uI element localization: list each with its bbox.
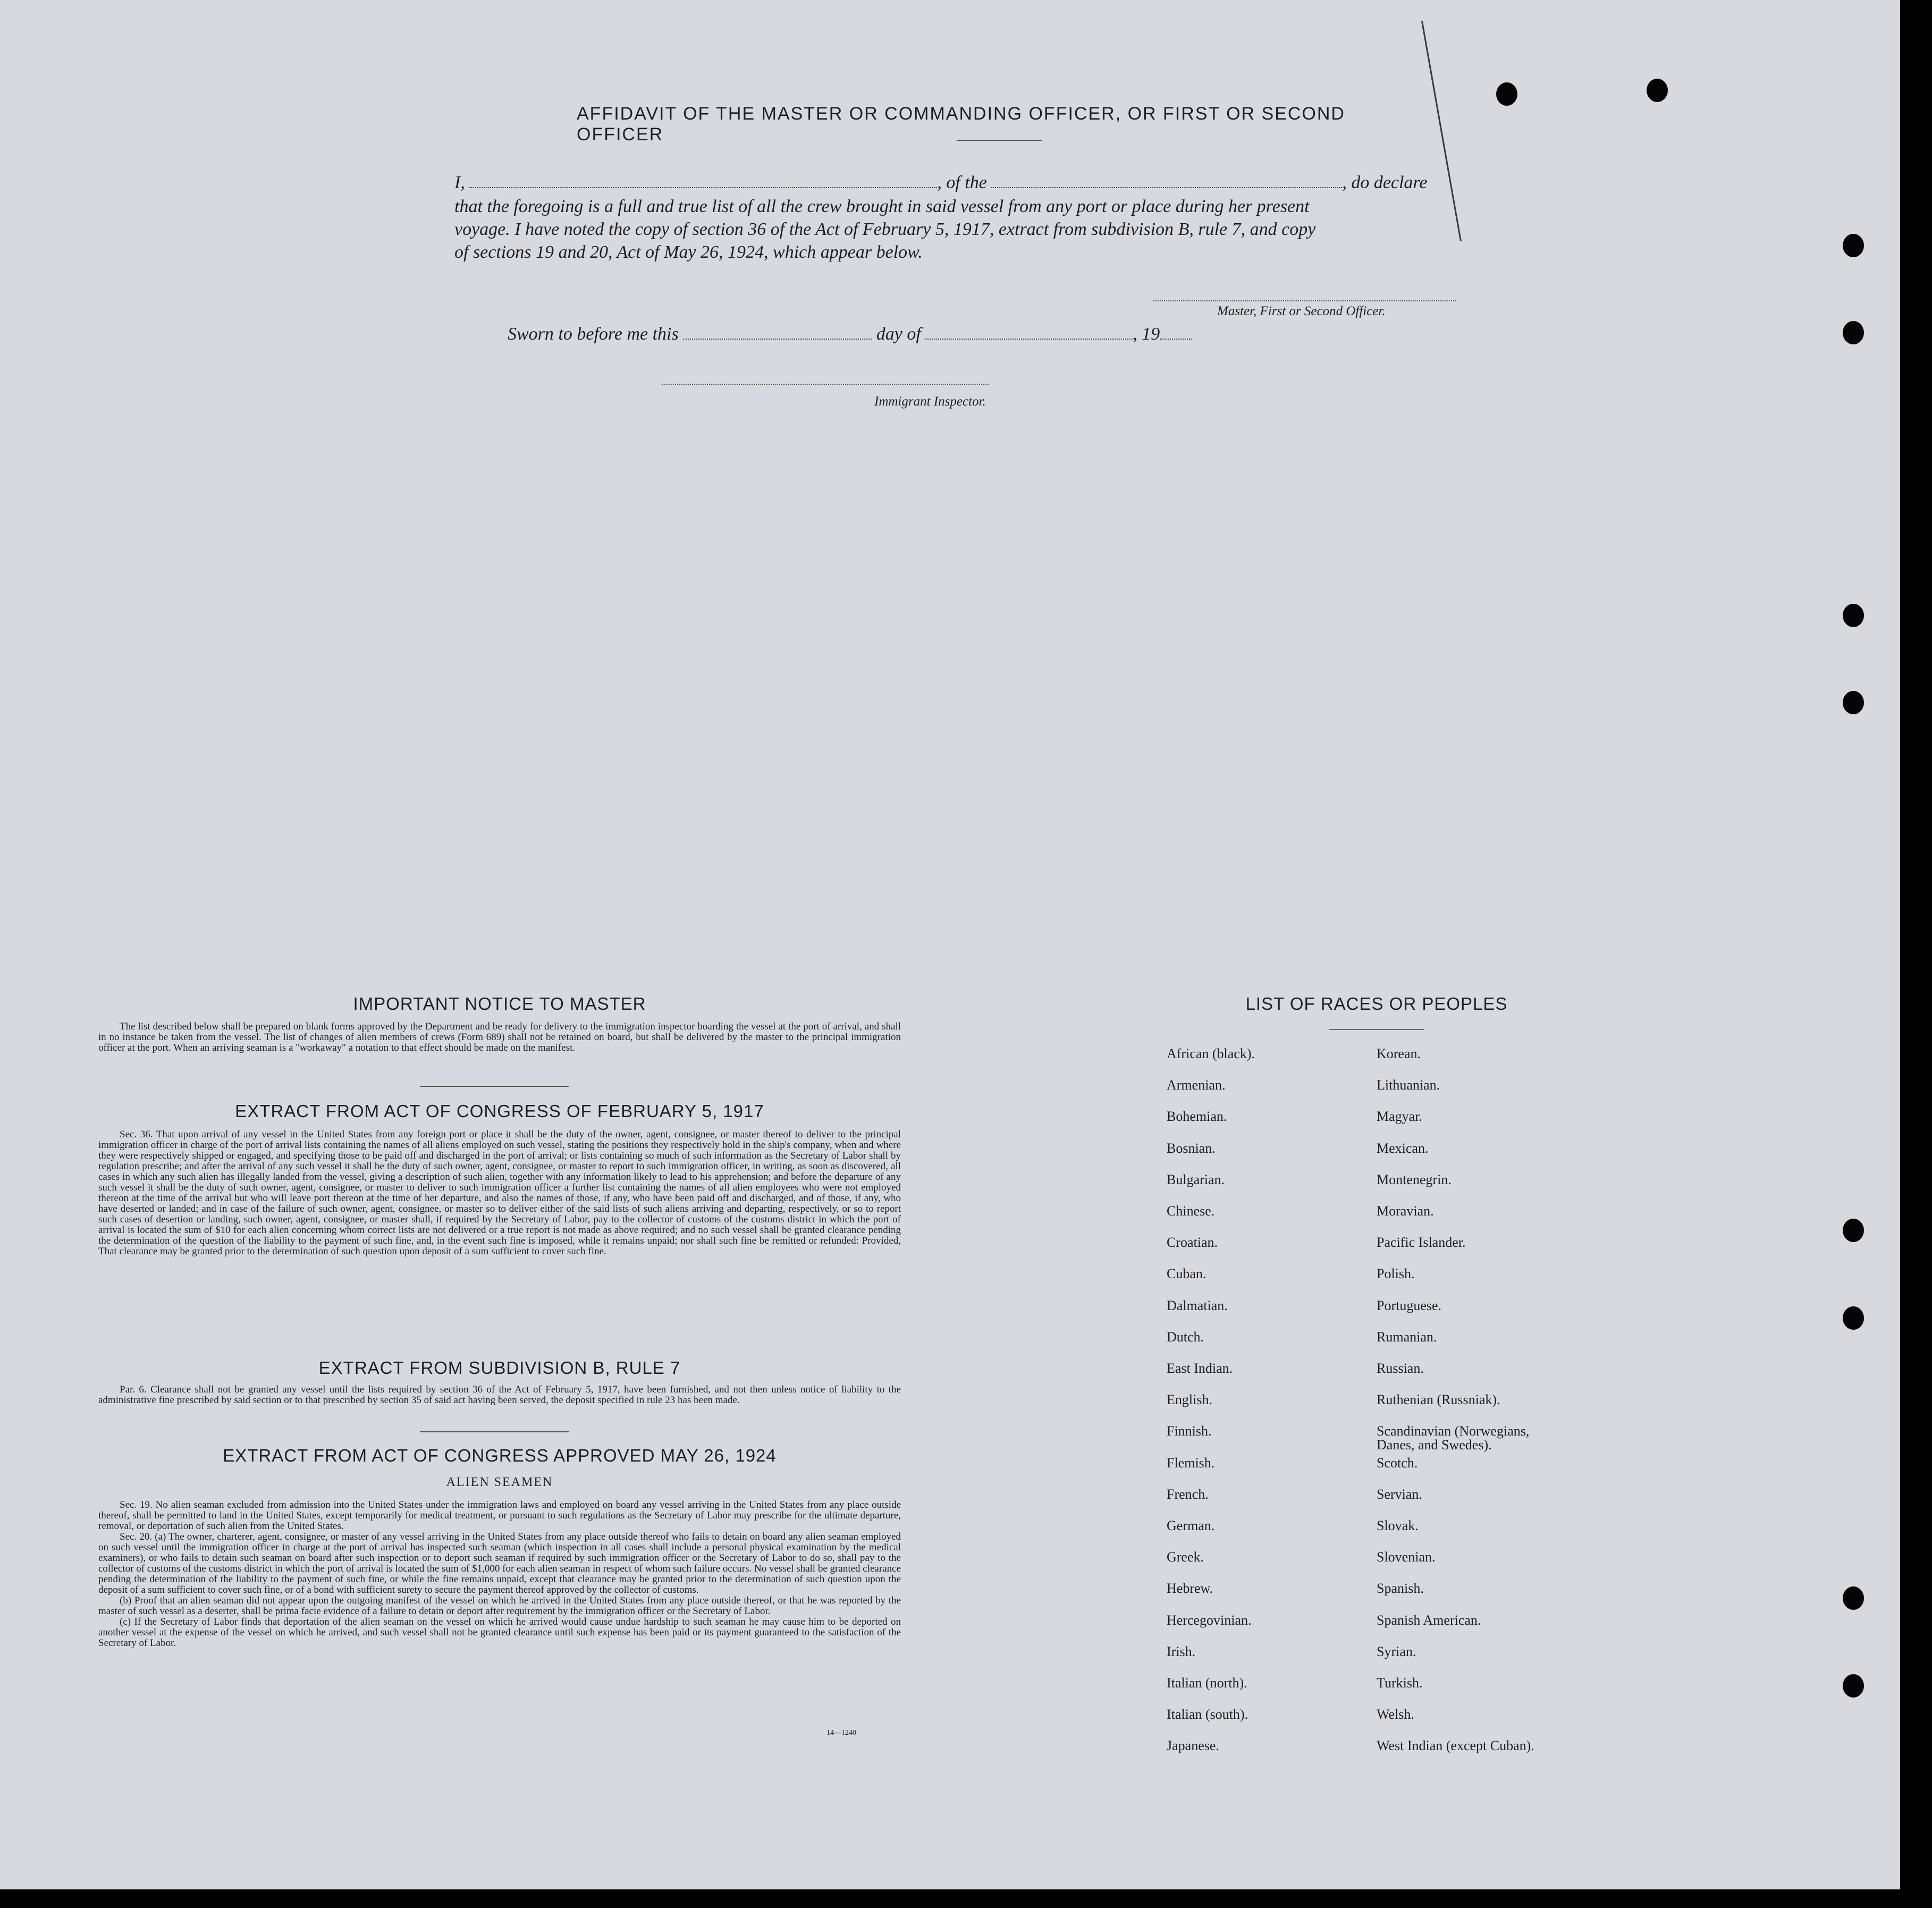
race-item: Chinese. [1167,1203,1215,1219]
race-item: French. [1167,1487,1209,1502]
par-6-paragraph: Par. 6. Clearance shall not be granted any vessel until the lists required by section 36 of the Act of February 5, 1917, have been furnished, and not then unless notice of liability to the administrative fine prescribed by said section or to that prescribed by section 35 of said act having been served, the deposit specified in rule 23 has been made. [98,1384,901,1406]
race-item: Greek. [1167,1549,1204,1565]
affidavit-declaration-line [454,173,1428,193]
race-item: Polish. [1377,1266,1415,1281]
race-item: Spanish. [1377,1581,1424,1596]
race-item: Ruthenian (Russniak). [1377,1392,1500,1407]
affidavit-line-4: of sections 19 and 20, Act of May 26, 1924, which appear below. [454,242,923,262]
punch-hole [1843,234,1864,257]
punch-hole [1496,82,1517,106]
race-item: Lithuanian. [1377,1077,1440,1093]
sworn-line [508,324,1192,344]
punch-hole [1843,691,1864,714]
race-item: Bulgarian. [1167,1172,1225,1187]
sworn-month-field[interactable] [925,338,1133,340]
race-item: Magyar. [1377,1109,1422,1124]
race-item: Dalmatian. [1167,1298,1228,1313]
sec-36-paragraph: Sec. 36. That upon arrival of any vessel in the United States from any foreign port or place it shall be the duty of the owner, agent, consignee, or master thereof to deliver to the principal immigration officer in charge of the port of arrival lists containing the names of all aliens employed on such vessel, stating the positions they respectively hold in the ship's company, when and where they were respectively shipped or engaged, and specifying those to be paid off and discharged in the port of arrival; or lists containing so much of such information as the Secretary of Labor shall by regulation prescribe; and after the arrival of any such vessel it shall be the duty of such owner, agent, consignee, or master to report to such immigration officer, in writing, as soon as discovered, all cases in which any such alien has illegally landed from the vessel, giving a description of such alien, together with any information likely to lead to his apprehension; and before the departure of any such vessel it shall be the duty of such owner, agent, consignee, or master to deliver to such immigration officer a further list containing the names of all alien employees who were not employed thereon at the time of the arrival but who will leave port thereon at the time of her departure, and also the names of those, if any, who have been paid off and discharged, and of those, if any, who have deserted or landed; and in case of the failure of such owner, agent, consignee, or master so to deliver either of the said lists of such aliens arriving and departing, respectively, or so to report such cases of desertion or landing, such owner, agent, consignee, or master shall, if required by the Secretary of Labor, pay to the collector of customs of the customs district in which the port of arrival is located the sum of $10 for each alien concerning whom correct lists are not delivered or a true report is not made as above required; and no such vessel shall be granted clearance pending the determination of the question of the liability to the payment of such fine, and, in the event such fine is imposed, while it remains unpaid; nor shall such fine be remitted or refunded: Provided, That clearance may be granted prior to the determination of such question upon deposit of a sum sufficient to cover such fine. [98,1129,901,1257]
sworn-day-field[interactable] [683,338,872,340]
race-item: Hebrew. [1167,1581,1213,1596]
title-divider [957,140,1042,141]
sec-20b-paragraph: (b) Proof that an alien seaman did not appear upon the outgoing manifest of the vessel on which he arrived in the United States from any place outside thereof, or that he was reported by the master of such vessel as a deserter, shall be prima facie evidence of a failure to detain or deport after requirement by the immigration officer or the Secretary of Labor. [98,1595,901,1617]
punch-hole [1843,1586,1864,1610]
race-item: English. [1167,1392,1212,1407]
race-item: Pacific Islander. [1377,1235,1466,1250]
sec-20c-paragraph: (c) If the Secretary of Labor finds that deportation of the alien seaman on the vessel on which he arrived would cause undue hardship to such seaman he may cause him to be deported on another vessel at the expense of the vessel on which he arrived, and such vessel shall not be granted clearance until such expense has been paid or its payment guaranteed to the satisfaction of the Secretary of Labor. [98,1616,901,1649]
race-item: Spanish American. [1377,1612,1481,1628]
master-signature-label: Master, First or Second Officer. [1217,304,1386,318]
affidavit-line-2: that the foregoing is a full and true list of all the crew brought in said vessel from any port or place during her present [454,197,1310,216]
race-item: Korean. [1377,1046,1421,1061]
extract-1917-text [98,1129,901,1257]
extract-1924-text [98,1500,901,1649]
race-item: Japanese. [1167,1738,1219,1753]
vessel-label: , of the [937,173,987,192]
declarant-name-field[interactable] [469,187,937,188]
form-number: 14—1240 [826,1729,856,1737]
inspector-signature-field[interactable] [662,384,989,385]
punch-hole [1843,604,1864,627]
extract-1924-title: EXTRACT FROM ACT OF CONGRESS APPROVED MAY 26, 1924 [223,1446,777,1465]
race-item: East Indian. [1167,1361,1233,1376]
extract-1917-title: EXTRACT FROM ACT OF CONGRESS OF FEBRUARY 5, 1917 [235,1101,764,1121]
punch-hole [1843,1306,1864,1330]
punch-hole [1843,1674,1864,1698]
race-item: Scotch. [1377,1455,1418,1471]
race-item: Italian (north). [1167,1675,1247,1691]
inspector-signature-label: Immigrant Inspector. [874,394,986,409]
punch-hole [1843,321,1864,344]
punch-hole [1647,79,1668,102]
year-label: , 19 [1133,324,1160,344]
race-item: Moravian. [1377,1203,1434,1219]
race-item: Slovenian. [1377,1549,1436,1565]
alien-seamen-heading: ALIEN SEAMEN [446,1475,553,1489]
race-item: African (black). [1167,1046,1255,1061]
affidavit-line-3: voyage. I have noted the copy of section 36 of the Act of February 5, 1917, extract from subdivision B, rule 7, and copy [454,219,1316,239]
race-item: Servian. [1377,1487,1422,1502]
declare-label: , do declare [1342,173,1428,192]
race-item: Russian. [1377,1361,1424,1376]
races-title: LIST OF RACES OR PEOPLES [1245,994,1508,1014]
affidavit-title: AFFIDAVIT OF THE MASTER OR COMMANDING OFFICER, OR FIRST OR SECOND OFFICER [577,104,1345,145]
sworn-year-field[interactable] [1160,338,1192,340]
race-item: Montenegrin. [1377,1172,1452,1187]
race-item: German. [1167,1518,1215,1533]
vessel-name-field[interactable] [991,187,1342,188]
sworn-label: Sworn to before me this [508,324,679,344]
rule-7-text [98,1384,901,1406]
notice-text [98,1021,901,1053]
race-item: Syrian. [1377,1644,1416,1659]
rule-7-title: EXTRACT FROM SUBDIVISION B, RULE 7 [318,1358,681,1378]
notice-title: IMPORTANT NOTICE TO MASTER [353,994,646,1014]
declarant-label: I, [454,173,465,192]
race-item: Irish. [1167,1644,1196,1659]
race-item: Rumanian. [1377,1329,1437,1345]
race-item: Croatian. [1167,1235,1218,1250]
punch-hole [1843,1219,1864,1242]
race-item: Bosnian. [1167,1141,1216,1156]
section-divider [420,1086,569,1087]
race-item: West Indian (except Cuban). [1377,1738,1534,1753]
notice-paragraph: The list described below shall be prepared on blank forms approved by the Department and be ready for delivery to the immigration inspector boarding the vessel at the port of arrival, and shall in no instance be taken from the vessel. The list of changes of alien members of crews (Form 689) shall not be retained on board, but shall be delivered by the master to the principal immigration officer at the port. When an arriving seaman is a "workaway" a notation to that effect should be made on the manifest. [98,1021,901,1053]
race-item: Dutch. [1167,1329,1204,1345]
races-title-divider [1329,1029,1424,1030]
race-item: Bohemian. [1167,1109,1227,1124]
race-item: Mexican. [1377,1141,1429,1156]
sec-20a-paragraph: Sec. 20. (a) The owner, charterer, agent, consignee, or master of any vessel arriving in the United States from any place outside thereof who fails to detain on board any alien seaman employed on such vessel until the immigration officer in charge at the port of arrival has inspected such seaman (which inspection in all cases shall include a personal physical examination by the medical examiners), or who fails to detain such seaman on board after such inspection or to deport such seaman if required by such immigration officer or the Secretary of Labor to do so, shall pay to the collector of customs of the customs district in which the port of arrival is located the sum of $1,000 for each alien seaman in respect of whom such failure occurs. No vessel shall be granted clearance pending the determination of the liability to the payment of such fine, or while the fine remains unpaid, except that clearance may be granted prior to the determination of such question upon the deposit of a sum sufficient to cover such fine, or of a bond with sufficient surety to secure the payment thereof approved by the collector of customs. [98,1531,901,1595]
race-item: Welsh. [1377,1707,1414,1722]
race-item: Portuguese. [1377,1298,1442,1313]
master-signature-field[interactable] [1153,300,1456,301]
race-item: Italian (south). [1167,1707,1248,1722]
page-tear [1421,21,1462,241]
sec-19-paragraph: Sec. 19. No alien seaman excluded from admission into the United States under the immigration laws and employed on board any vessel arriving in the United States from any place outside thereof, shall be permitted to land in the United States, except temporarily for medical treatment, or pursuant to such regulations as the Secretary of Labor may prescribe for the ultimate departure, removal, or deportation of such alien from the United States. [98,1499,901,1532]
day-of-label: day of [876,324,921,344]
race-item: Hercegovinian. [1167,1612,1252,1628]
race-item: Scandinavian (Norwegians, Danes, and Swedes). [1377,1423,1530,1453]
race-item: Flemish. [1167,1455,1215,1471]
race-item: Turkish. [1377,1675,1423,1691]
race-item: Armenian. [1167,1077,1226,1093]
race-item: Slovak. [1377,1518,1419,1533]
section-divider [420,1431,569,1432]
race-item: Finnish. [1167,1423,1212,1439]
race-item: Cuban. [1167,1266,1207,1281]
